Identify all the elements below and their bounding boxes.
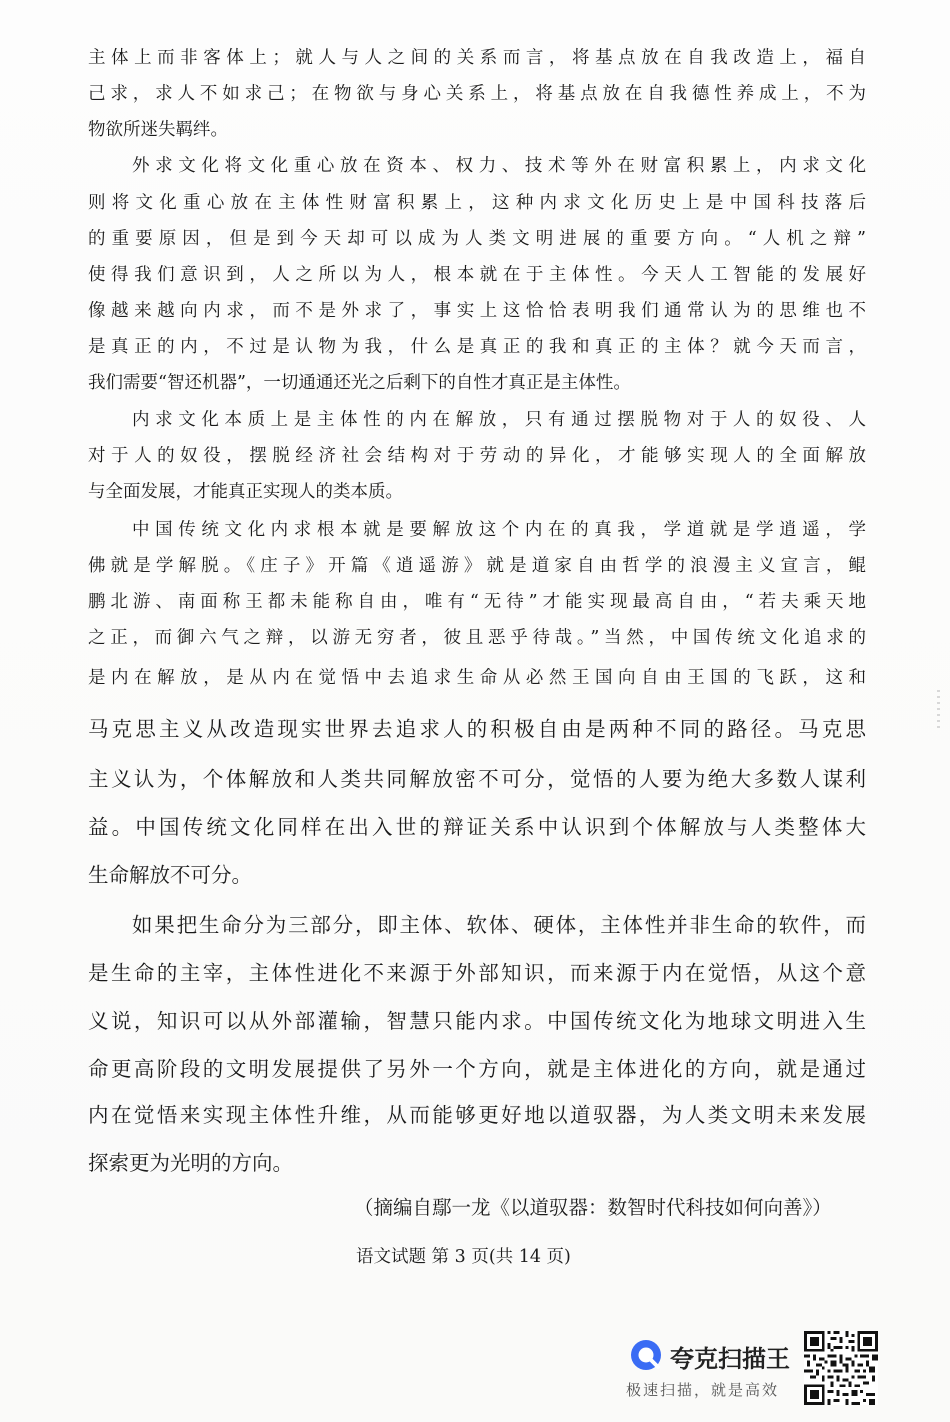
- source-citation: （摘编自鄢一龙《以道驭器：数智时代科技如何向善》）: [354, 1196, 832, 1219]
- text-line: 佛就是学解脱。《庄子》开篇《逍遥游》就是道家自由哲学的浪漫主义宣言，鲲: [88, 556, 866, 576]
- text-line: 的重要原因，但是到今天却可以成为人类文明进展的重要方向。“人机之辩”: [88, 229, 866, 249]
- text-line: 与全面发展，才能真正实现人的类本质。: [88, 482, 403, 502]
- page-footer: 语文试题 第 3 页(共 14 页): [356, 1247, 571, 1267]
- text-line: 像越来越向内求，而不是外求了，事实上这恰恰表明我们通常认为的思维也不: [88, 301, 866, 321]
- text-line: 鹏北游、南面称王都未能称自由，唯有“无待”才能实现最高自由，“若夫乘天地: [88, 592, 866, 612]
- brand-name: 夸克扫描王: [670, 1345, 790, 1373]
- text-line: 使得我们意识到，人之所以为人，根本就在于主体性。今天人工智能的发展好: [88, 265, 866, 285]
- text-line: 命更高阶段的文明发展提供了另外一个方向，就是主体进化的方向，就是通过: [88, 1057, 866, 1081]
- text-line: 之正，而御六气之辩，以游无穷者，彼且恶乎待哉。”当然，中国传统文化追求的: [88, 628, 866, 648]
- text-line: 是内在解放，是从内在觉悟中去追求生命从必然王国向自由王国的飞跃，这和: [88, 668, 866, 688]
- text-line: 义说，知识可以从外部灌输，智慧只能内求。中国传统文化为地球文明进入生: [88, 1009, 866, 1033]
- text-line: 己求，求人不如求己；在物欲与身心关系上，将基点放在自我德性养成上，不为: [88, 84, 866, 104]
- text-line: 主体上而非客体上；就人与人之间的关系而言，将基点放在自我改造上，福自: [88, 48, 866, 68]
- text-line: 物欲所迷失羁绊。: [88, 120, 228, 140]
- text-line: 如果把生命分为三部分，即主体、软体、硬体，主体性并非生命的软件，而: [132, 913, 866, 937]
- text-line: 中国传统文化内求根本就是要解放这个内在的真我，学道就是学逍遥，学: [132, 520, 866, 540]
- quark-logo-icon: [628, 1337, 664, 1373]
- scan-artifact: [937, 690, 940, 730]
- text-line: 则将文化重心放在主体性财富积累上，这种内求文化历史上是中国科技落后: [88, 193, 866, 213]
- text-line: 马克思主义从改造现实世界去追求人的积极自由是两种不同的路径。马克思: [88, 717, 866, 741]
- scanner-watermark: [622, 1333, 802, 1405]
- text-line: 内求文化本质上是主体性的内在解放，只有通过摆脱物对于人的奴役、人: [132, 410, 866, 430]
- brand-slogan: 极速扫描，就是高效: [626, 1381, 780, 1399]
- text-line: 是生命的主宰，主体性进化不来源于外部知识，而来源于内在觉悟，从这个意: [88, 961, 866, 985]
- text-line: 外求文化将文化重心放在资本、权力、技术等外在财富积累上，内求文化: [132, 156, 866, 176]
- text-line: 主义认为，个体解放和人类共同解放密不可分，觉悟的人要为绝大多数人谋利: [88, 767, 866, 791]
- text-line: 生命解放不可分。: [88, 863, 252, 887]
- text-line: 探索更为光明的方向。: [88, 1151, 293, 1175]
- text-line: 益。中国传统文化同样在出入世的辩证关系中认识到个体解放与人类整体大: [88, 815, 866, 839]
- text-line: 对于人的奴役，摆脱经济社会结构对于劳动的异化，才能够实现人的全面解放: [88, 446, 866, 466]
- text-line: 内在觉悟来实现主体性升维，从而能够更好地以道驭器，为人类文明未来发展: [88, 1103, 866, 1127]
- text-line: 是真正的内，不过是认物为我，什么是真正的我和真正的主体？就今天而言，: [88, 337, 866, 357]
- qr-code-icon: [804, 1331, 878, 1405]
- text-line: 我们需要“智还机器”，一切通通还光之后剩下的自性才真正是主体性。: [88, 373, 631, 393]
